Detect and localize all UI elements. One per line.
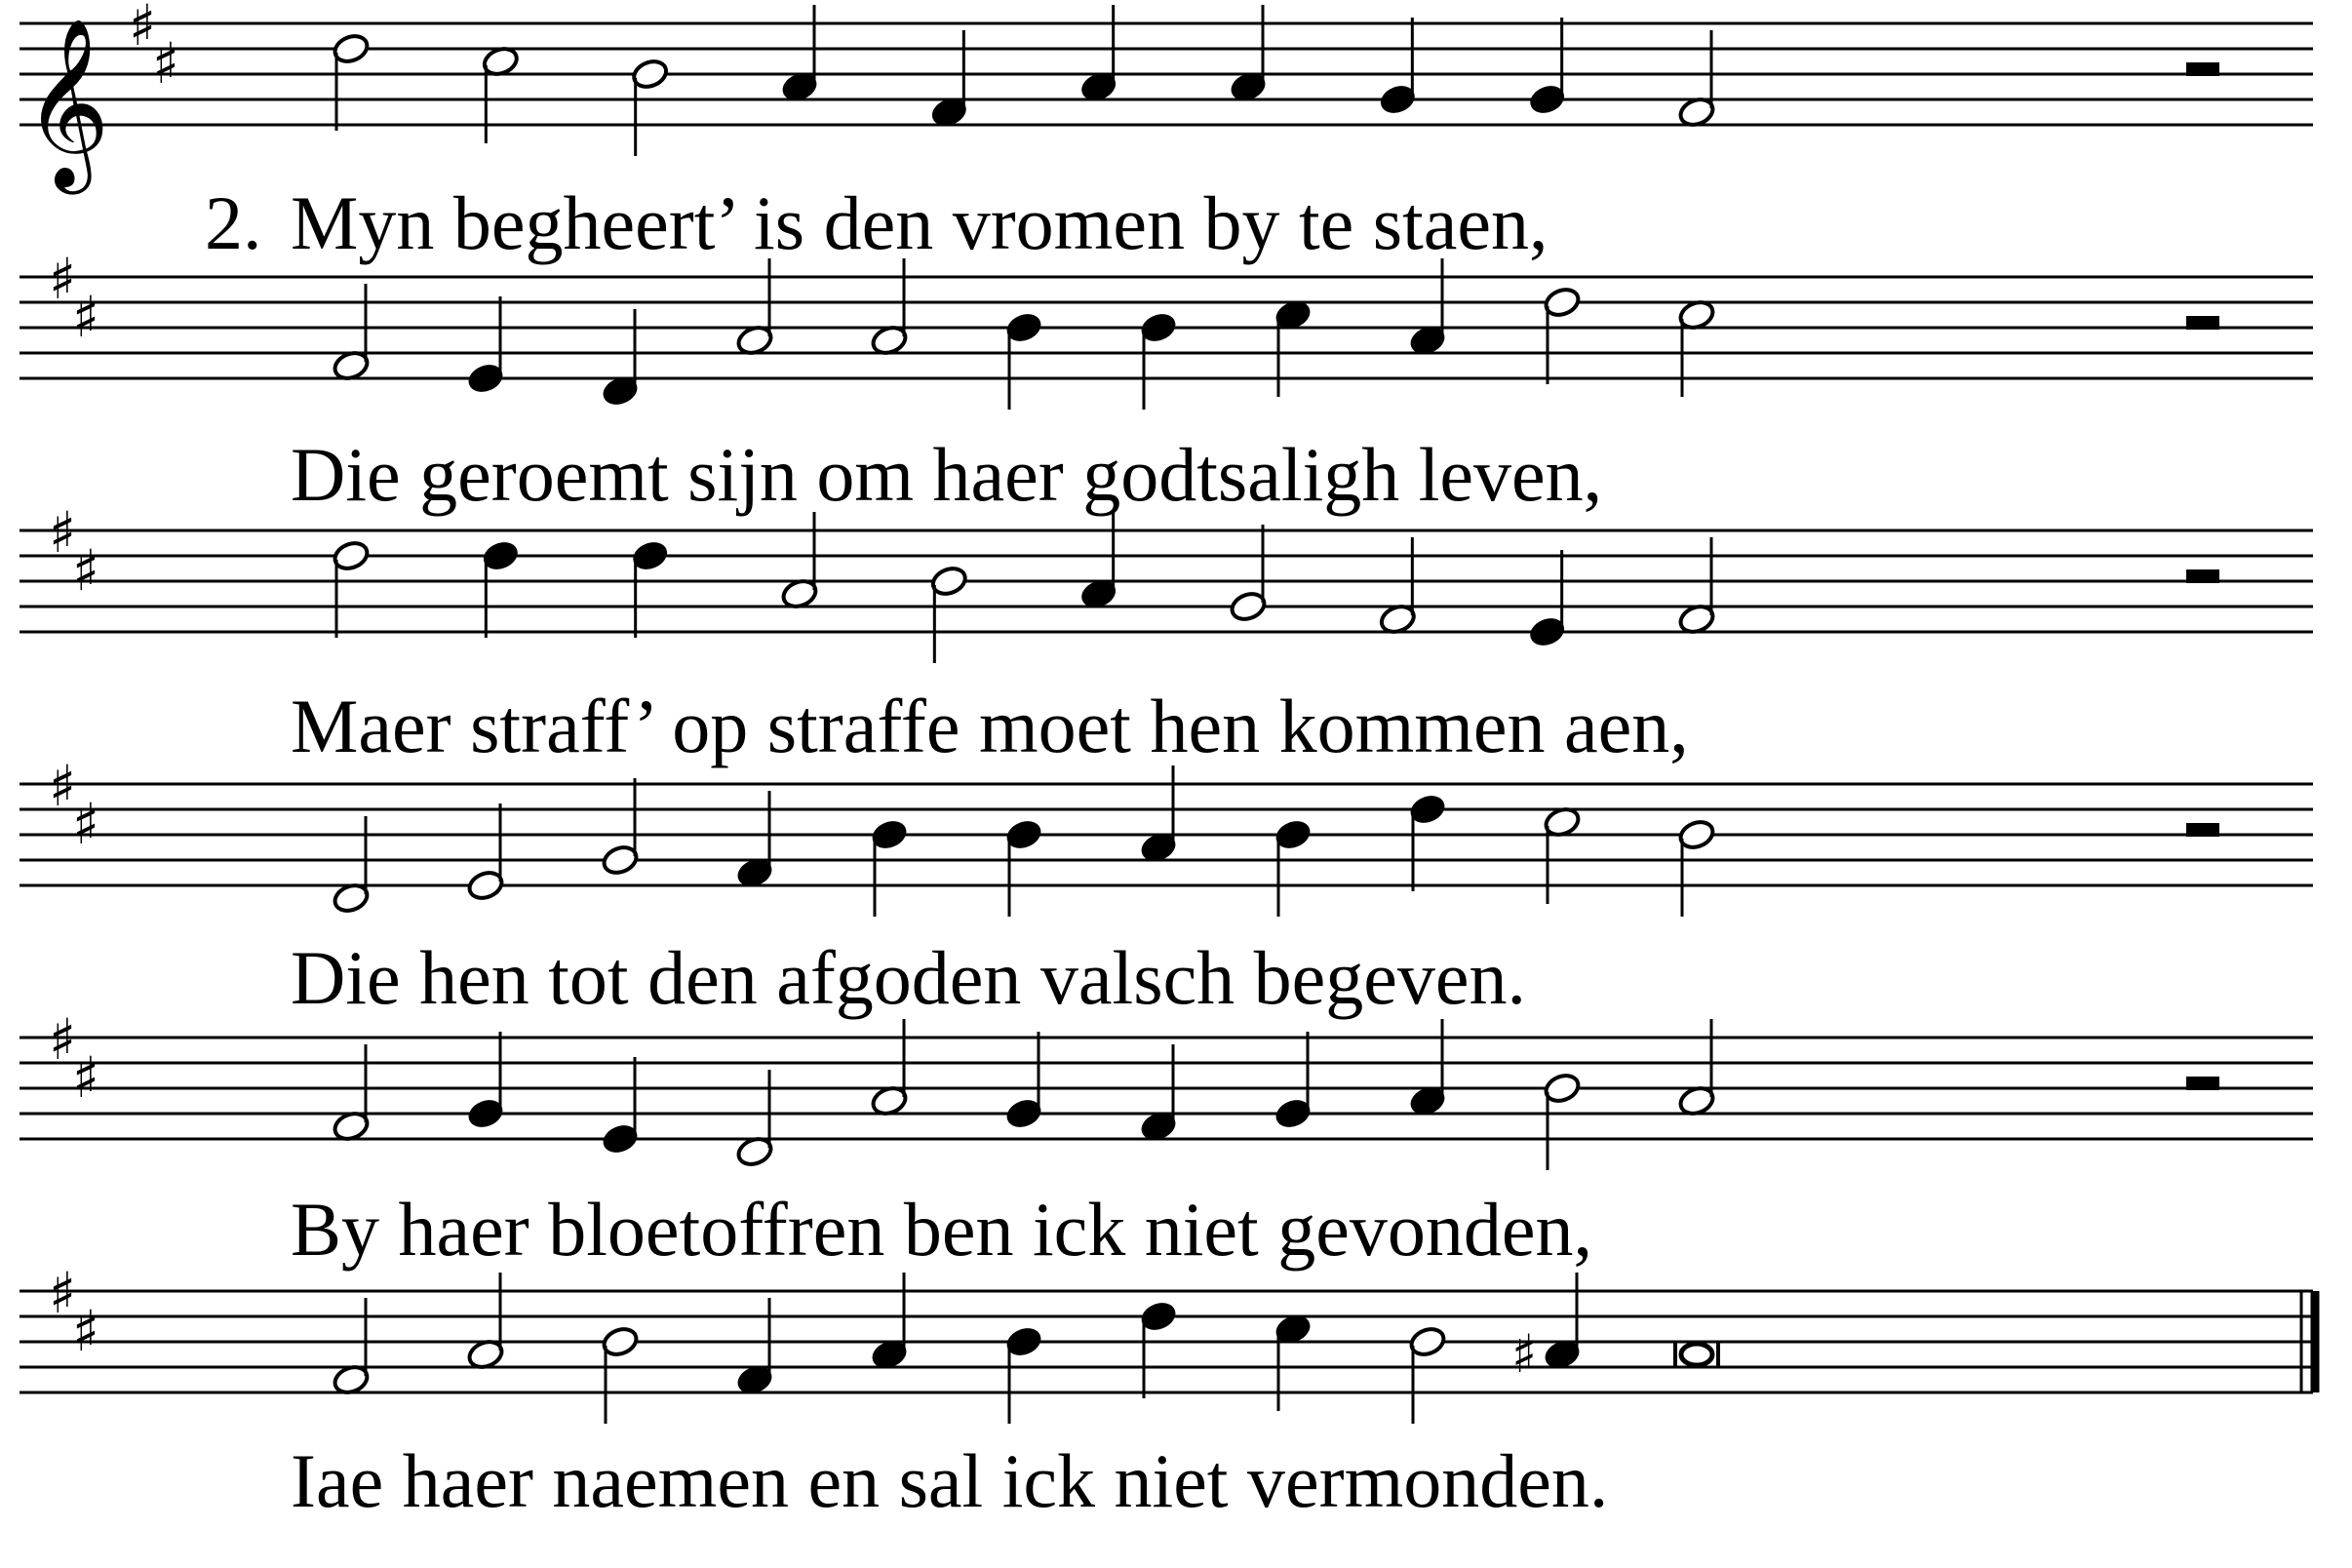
key-signature-sharp: ♯ — [72, 1298, 100, 1364]
lyric-line-4: Die hen tot den afgoden valsch begeven. — [291, 935, 1527, 1020]
rest — [2186, 569, 2219, 583]
lyric-line-3: Maer straff’ op straffe moet hen kommen aen, — [291, 684, 1689, 768]
lyric-line-5: By haer bloetoffren ben ick niet gevonden, — [291, 1187, 1592, 1272]
lyric-line-1: Myn begheert’ is den vromen by te staen, — [291, 180, 1548, 265]
rest — [2186, 823, 2219, 837]
note-head — [1681, 1344, 1712, 1365]
key-signature-sharp: ♯ — [72, 537, 100, 604]
key-signature-sharp: ♯ — [49, 499, 77, 566]
stanza-number: 2. — [205, 180, 262, 265]
rest — [2186, 316, 2219, 330]
key-signature-sharp: ♯ — [49, 1006, 77, 1073]
rest — [2186, 62, 2219, 76]
key-signature-sharp: ♯ — [49, 246, 77, 312]
treble-clef: 𝄞 — [23, 18, 110, 187]
rest — [2186, 1077, 2219, 1090]
lyric-line-6: Iae haer naemen en sal ick niet vermonden. — [291, 1438, 1609, 1523]
key-signature-sharp: ♯ — [49, 753, 77, 819]
accidental-sharp: ♯ — [1511, 1323, 1538, 1385]
key-signature-sharp: ♯ — [129, 0, 157, 59]
key-signature-sharp: ♯ — [152, 30, 180, 97]
key-signature-sharp: ♯ — [72, 1044, 100, 1111]
lyric-line-2: Die geroemt sijn om haer godtsaligh leven, — [291, 432, 1603, 517]
key-signature-sharp: ♯ — [72, 791, 100, 857]
key-signature-sharp: ♯ — [72, 284, 100, 350]
key-signature-sharp: ♯ — [49, 1260, 77, 1326]
